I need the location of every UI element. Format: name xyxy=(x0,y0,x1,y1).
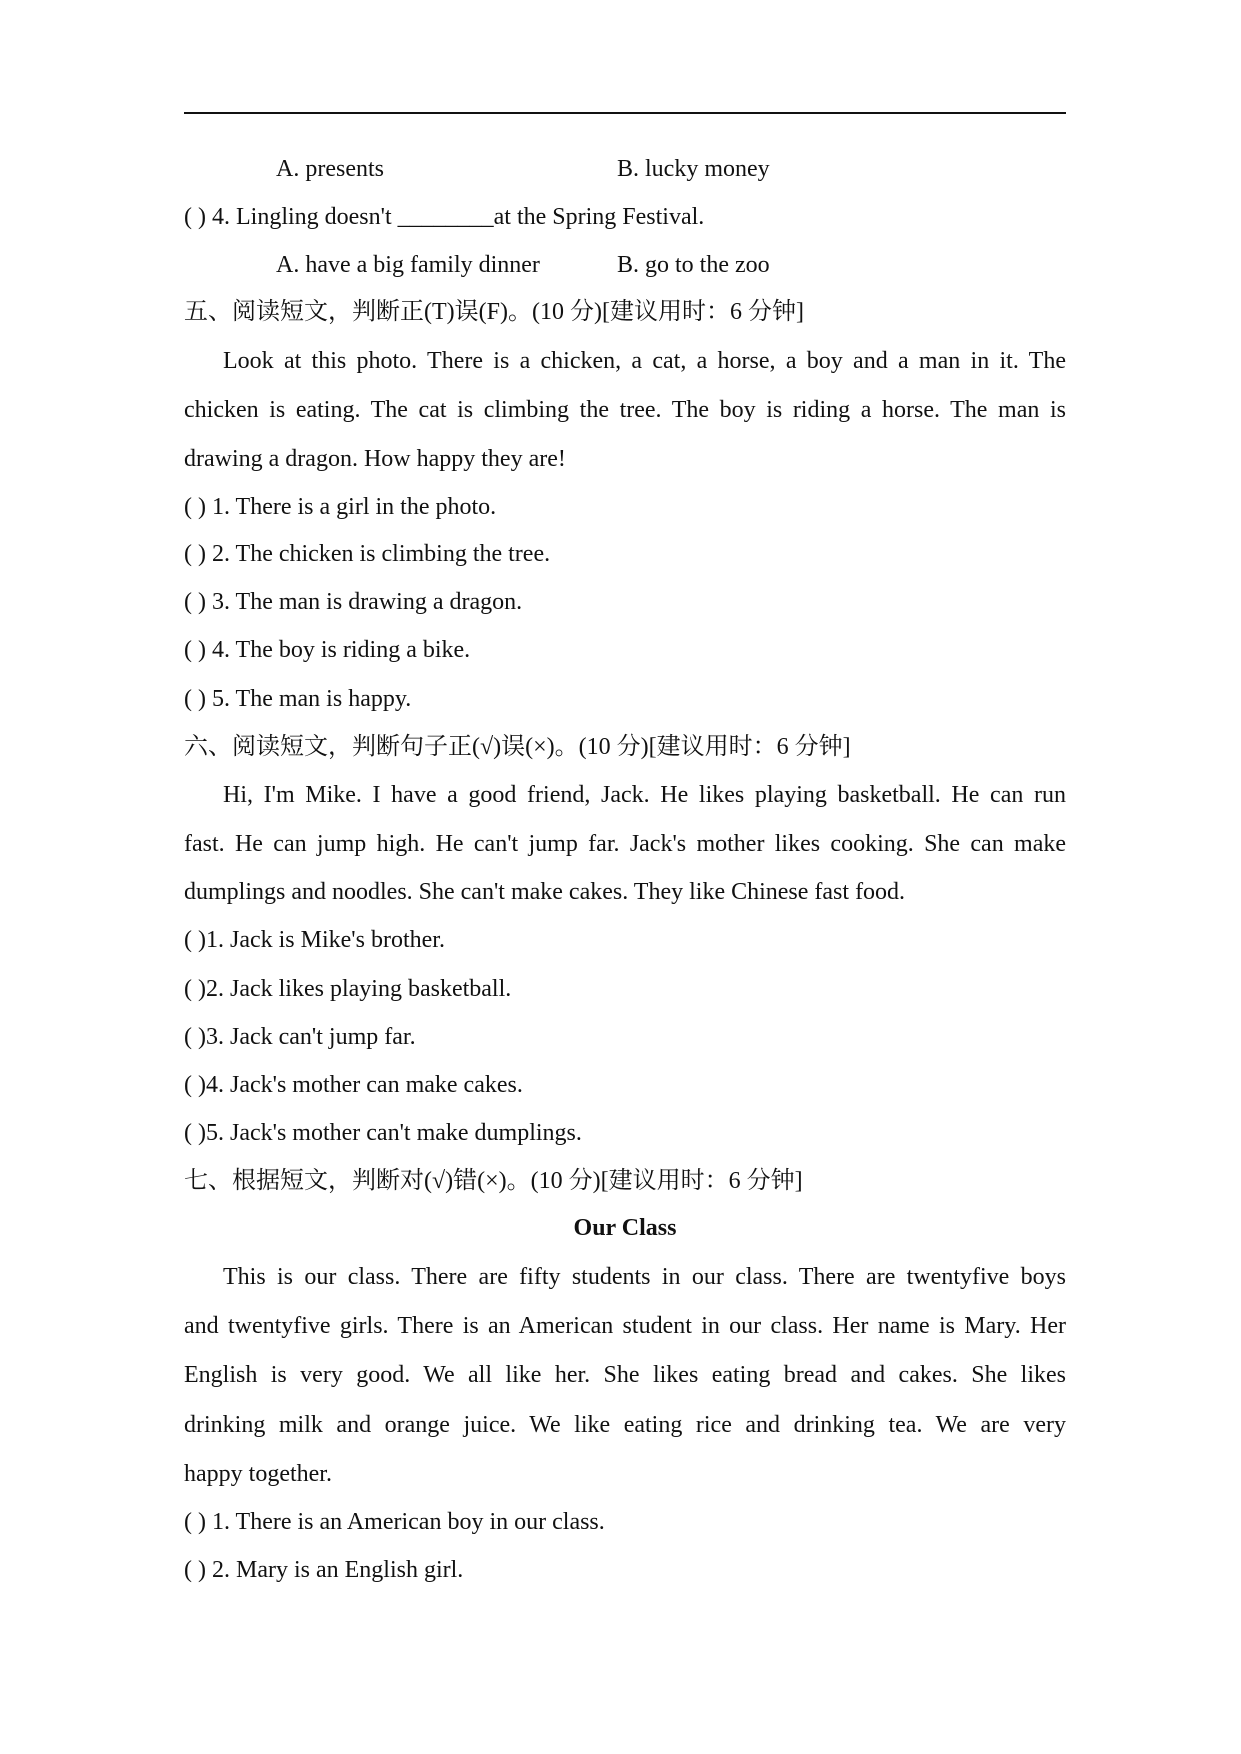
passage-line: English is very good. We all like her. She likes eating bread and cakes. She likes xyxy=(184,1362,1066,1388)
header-rule xyxy=(184,112,1066,114)
option-a: A. presents xyxy=(276,156,384,182)
passage-line: dumplings and noodles. She can't make cakes. They like Chinese fast food. xyxy=(184,879,906,905)
passage-line: happy together. xyxy=(184,1461,332,1487)
passage-line: Hi, I'm Mike. I have a good friend, Jack. He likes playing basketball. He can run xyxy=(223,782,1066,808)
question: ( ) 2. The chicken is climbing the tree. xyxy=(184,541,551,567)
option-b: B. go to the zoo xyxy=(617,252,770,278)
question: ( ) 3. The man is drawing a dragon. xyxy=(184,589,523,615)
passage-line: drawing a dragon. How happy they are! xyxy=(184,446,566,472)
question: ( )5. Jack's mother can't make dumplings. xyxy=(184,1120,582,1146)
passage-title: Our Class xyxy=(573,1215,677,1241)
question: ( ) 1. There is an American boy in our class. xyxy=(184,1509,605,1535)
section-heading: 六、阅读短文，判断句子正(√)误(×)。(10 分)[建议用时：6 分钟] xyxy=(184,734,851,760)
passage-line: This is our class. There are fifty students in our class. There are twentyfive boys xyxy=(223,1264,1066,1290)
section-heading: 七、根据短文，判断对(√)错(×)。(10 分)[建议用时：6 分钟] xyxy=(184,1168,803,1194)
passage-line: Look at this photo. There is a chicken, a cat, a horse, a boy and a man in it. The xyxy=(223,348,1066,374)
question: ( )3. Jack can't jump far. xyxy=(184,1024,416,1050)
section-heading: 五、阅读短文，判断正(T)误(F)。(10 分)[建议用时：6 分钟] xyxy=(184,299,804,325)
question: ( )4. Jack's mother can make cakes. xyxy=(184,1072,523,1098)
option-b: B. lucky money xyxy=(617,156,770,182)
question: ( ) 1. There is a girl in the photo. xyxy=(184,494,497,520)
question: ( )1. Jack is Mike's brother. xyxy=(184,927,445,953)
passage-line: and twentyfive girls. There is an American student in our class. Her name is Mary. Her xyxy=(184,1313,1066,1339)
question: ( ) 4. Lingling doesn't ________at the Spring Festival. xyxy=(184,204,705,230)
question: ( ) 5. The man is happy. xyxy=(184,686,412,712)
question: ( ) 2. Mary is an English girl. xyxy=(184,1557,464,1583)
question: ( )2. Jack likes playing basketball. xyxy=(184,976,512,1002)
passage-line: fast. He can jump high. He can't jump far. Jack's mother likes cooking. She can make xyxy=(184,831,1066,857)
passage-line: chicken is eating. The cat is climbing the tree. The boy is riding a horse. The man is xyxy=(184,397,1066,423)
option-a: A. have a big family dinner xyxy=(276,252,540,278)
question: ( ) 4. The boy is riding a bike. xyxy=(184,637,471,663)
passage-line: drinking milk and orange juice. We like eating rice and drinking tea. We are very xyxy=(184,1412,1066,1438)
